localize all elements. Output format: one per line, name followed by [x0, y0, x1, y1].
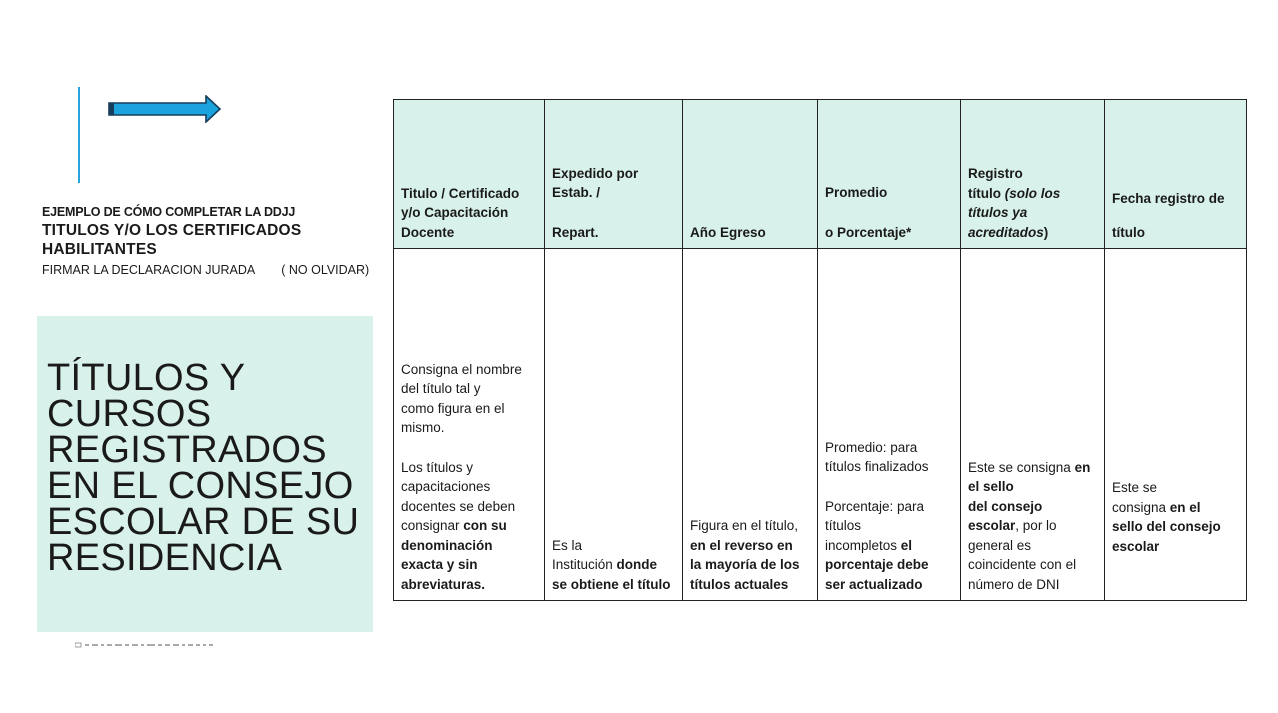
- header-graduation-year: Año Egreso: [683, 100, 818, 249]
- cell-title-instructions: Consigna el nombre del título tal y como figura en el mismo. Los títulos y capacitaciones docentes se deben consignar con su denominación exacta y sin abreviaturas.: [394, 249, 545, 601]
- title-panel: [37, 316, 373, 632]
- cell-average-instructions: Promedio: para títulos finalizados Porcentaje: para títulos incompletos el porcentaje debe ser actualizado: [818, 249, 961, 601]
- header-average-percentage: Promedio o Porcentaje*: [818, 100, 961, 249]
- example-label: EJEMPLO DE CÓMO COMPLETAR LA DDJJ: [42, 205, 296, 219]
- tiny-text-decoration: [75, 642, 215, 648]
- cell-registry-instructions: Este se consigna en el sello del consejo escolar, por lo general es coincidente con el número de DNI: [961, 249, 1105, 601]
- heading-titles-certificates: TITULOS Y/O LOS CERTIFICADOS HABILITANTES: [42, 222, 302, 258]
- sign-reminder-right: ( NO OLVIDAR): [281, 263, 370, 277]
- sign-reminder: [42, 263, 382, 277]
- sign-reminder-left: FIRMAR LA DECLARACION JURADA: [42, 263, 256, 277]
- right-arrow-icon: [108, 95, 222, 123]
- header-issued-by: Expedido por Estab. / Repart.: [545, 100, 683, 249]
- header-title-certificate: Titulo / Certificado y/o Capacitación Docente: [394, 100, 545, 249]
- cell-graduation-year-instructions: Figura en el título, en el reverso en la mayoría de los títulos actuales: [683, 249, 818, 601]
- table-row: [394, 249, 1247, 601]
- ddjj-example-table: [393, 99, 1247, 601]
- panel-title: TÍTULOS Y CURSOS REGISTRADOS EN EL CONSEJO ESCOLAR DE SU RESIDENCIA: [47, 357, 360, 579]
- cell-registry-date-instructions: Este se consigna en el sello del consejo escolar: [1105, 249, 1247, 601]
- table-header-row: [394, 100, 1247, 249]
- header-registry-date: Fecha registro de título: [1105, 100, 1247, 249]
- cell-issued-by-instructions: Es la Institución donde se obtiene el título: [545, 249, 683, 601]
- header-title-registry: Registro título (solo los títulos ya acreditados): [961, 100, 1105, 249]
- intro-text-block: [42, 205, 382, 277]
- accent-vertical-line: [78, 87, 80, 183]
